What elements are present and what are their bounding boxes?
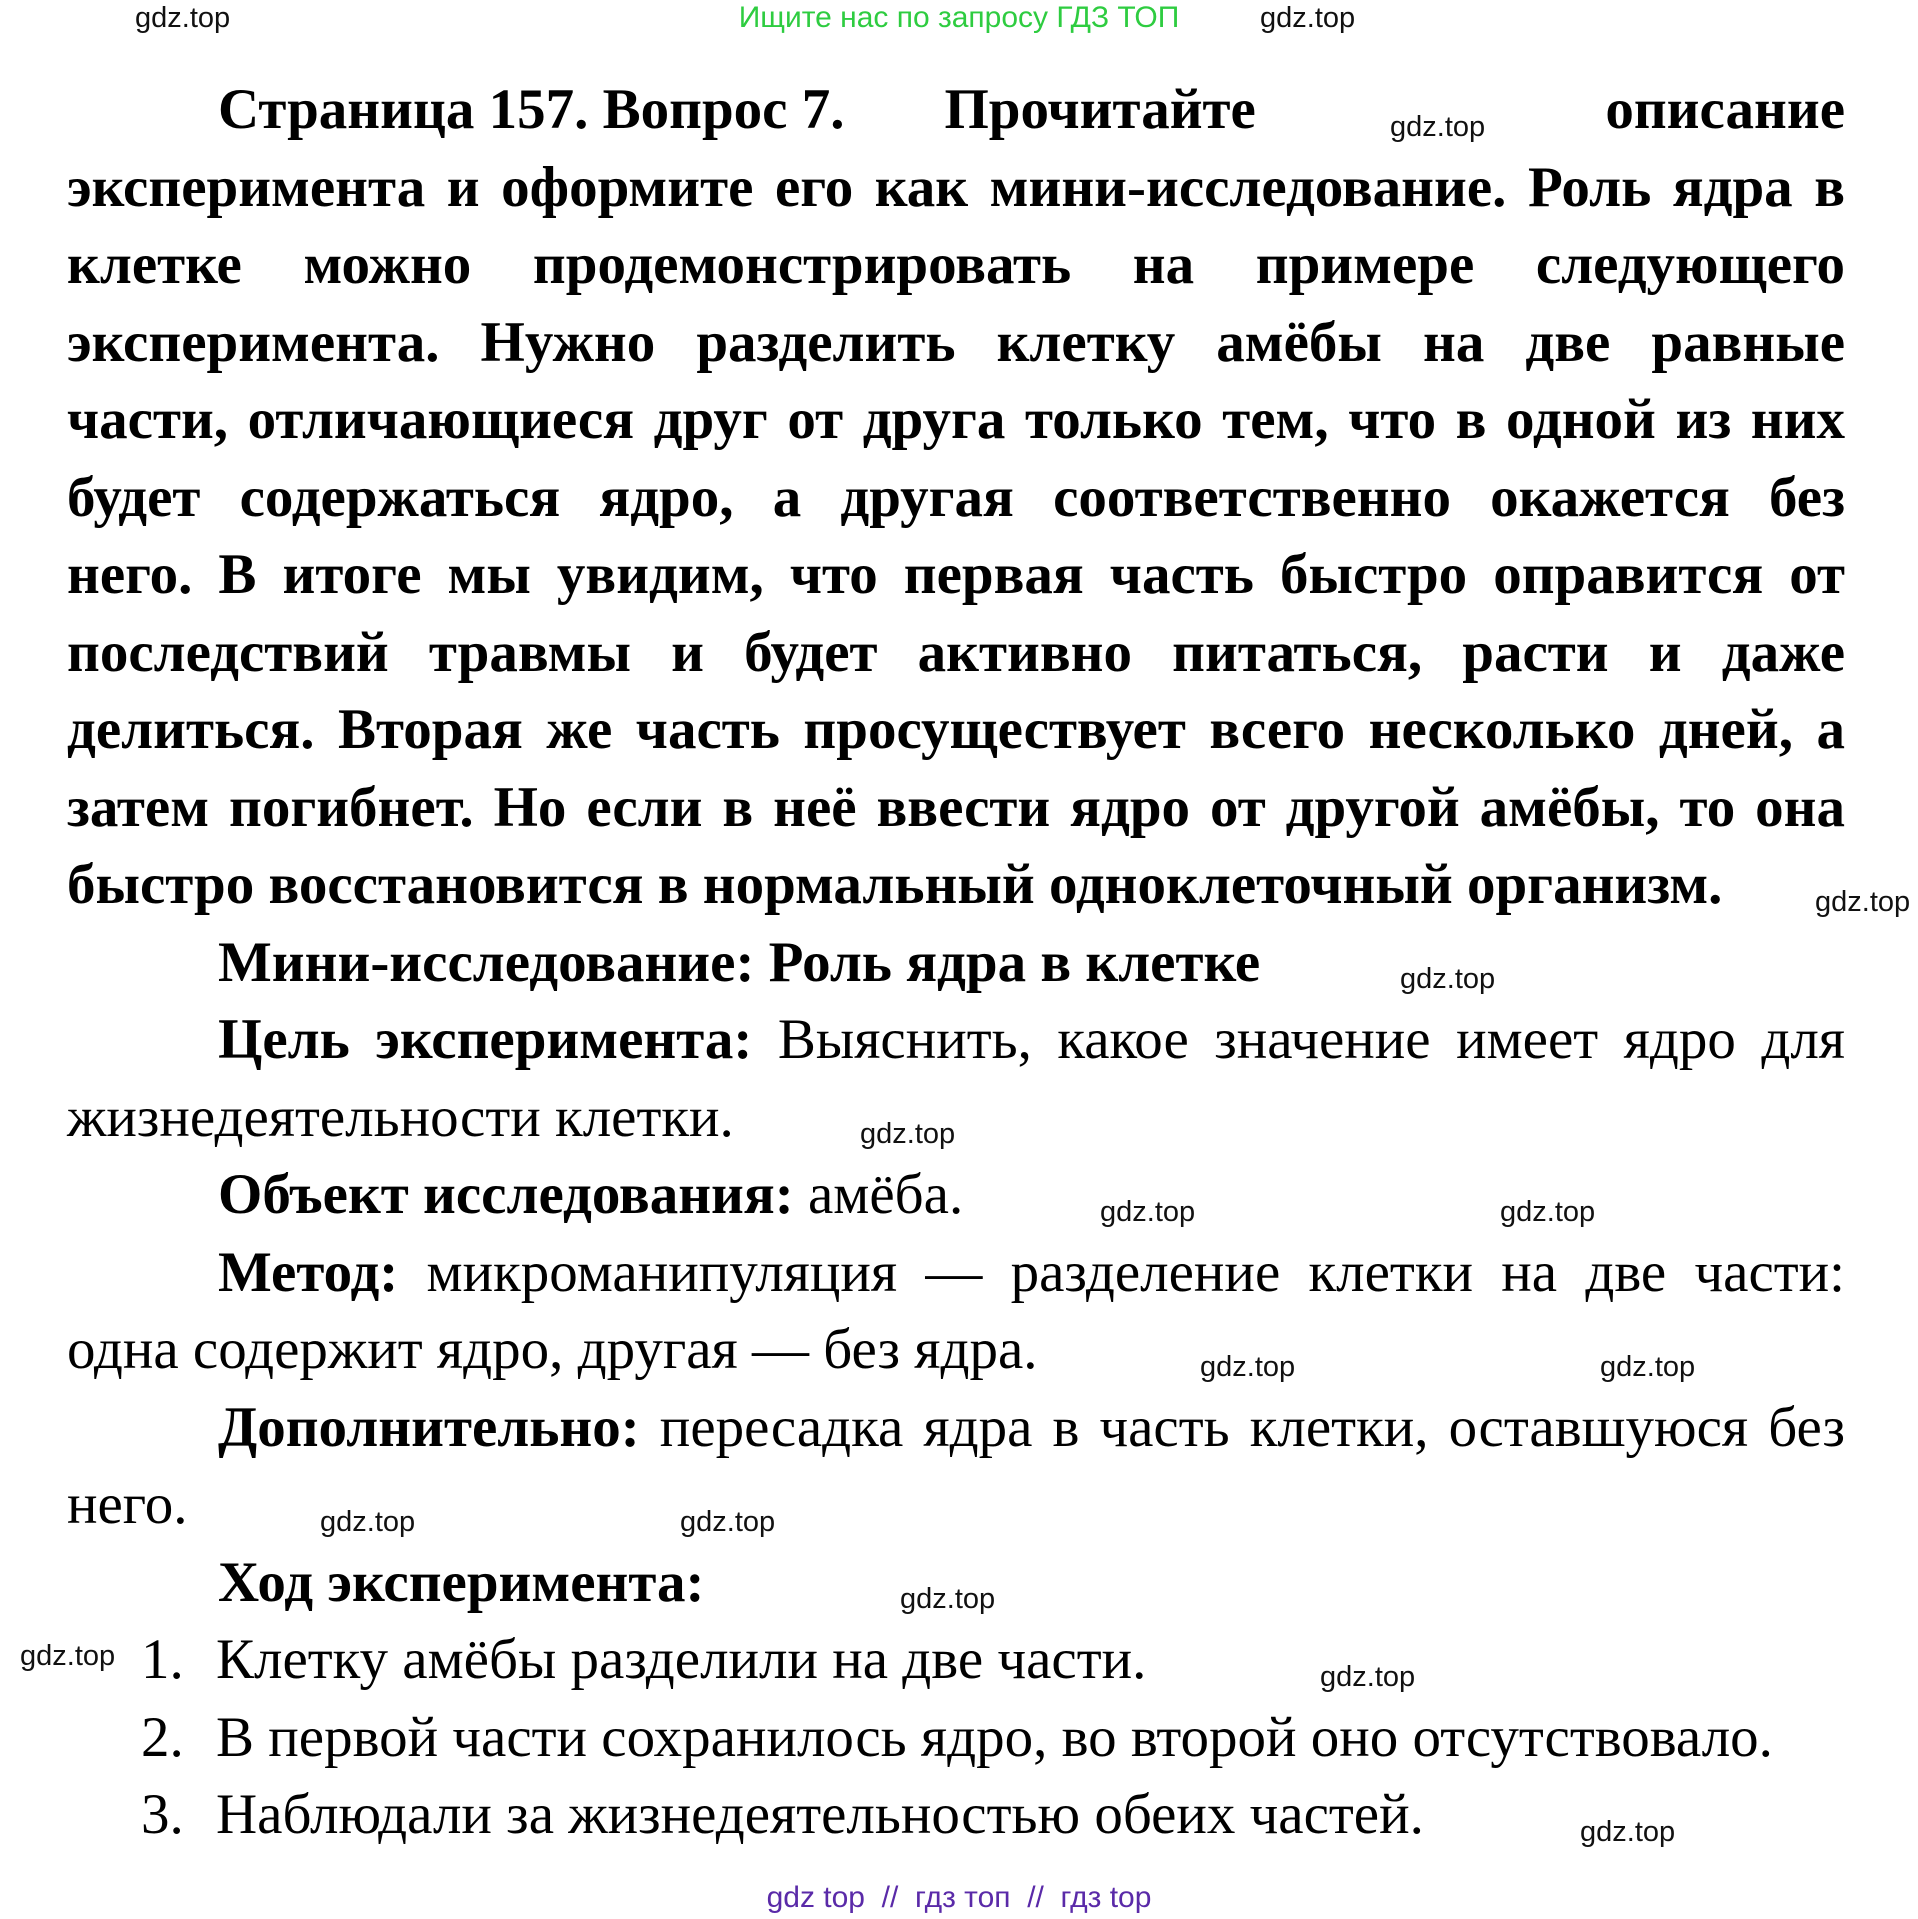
question-text: описание xyxy=(1605,78,1845,141)
watermark: gdz.top xyxy=(1580,1816,1676,1848)
extra-text-cont: него. xyxy=(67,1473,188,1536)
answer-title: Мини-исследование: Роль ядра в клетке xyxy=(218,930,1261,994)
goal-label: Цель эксперимента: xyxy=(218,1008,753,1071)
watermark: gdz.top xyxy=(1815,886,1911,918)
footer-links: gdz top // гдз топ // гдз top xyxy=(766,1881,1152,1914)
question-line: быстро восстановится в нормальный одноклеточный организм. xyxy=(67,853,1723,916)
watermark: gdz.top xyxy=(860,1118,956,1150)
goal-line xyxy=(67,1001,1845,1079)
step-text: Наблюдали за жизнедеятельностью обеих частей. xyxy=(216,1783,1424,1846)
question-number: Страница 157. Вопрос 7. xyxy=(218,78,845,141)
watermark: gdz.top xyxy=(1260,2,1356,34)
watermark: gdz.top xyxy=(135,2,231,34)
object-line xyxy=(67,1156,963,1234)
question-line: части, отличающиеся друг от друга только тем, что в одной из них xyxy=(67,388,1845,451)
watermark: gdz.top xyxy=(20,1640,116,1672)
goal-text-cont: жизнедеятельности клетки. xyxy=(67,1085,734,1149)
extra-text: пересадка ядра в часть клетки, оставшуюся без xyxy=(639,1395,1845,1459)
step-item xyxy=(67,1776,1845,1854)
watermark: gdz.top xyxy=(1500,1196,1596,1228)
watermark: gdz.top xyxy=(900,1583,996,1615)
watermark: gdz.top xyxy=(1100,1196,1196,1228)
watermark: gdz.top xyxy=(1400,963,1496,995)
extra-line xyxy=(67,1389,1845,1467)
step-number: 3. xyxy=(141,1783,184,1846)
step-text: Клетку амёбы разделили на две части. xyxy=(216,1628,1147,1691)
method-line xyxy=(67,1234,1845,1312)
question-line: эксперимента и оформите его как мини-исследование. Роль ядра в xyxy=(67,155,1845,219)
question-text: Прочитайте xyxy=(944,78,1256,141)
watermark: gdz.top xyxy=(1390,111,1486,143)
watermark: gdz.top xyxy=(1200,1351,1296,1383)
question-heading-line xyxy=(67,71,1845,149)
question-line: затем погибнет. Но если в неё ввести ядро от другой амёбы, то она xyxy=(67,775,1845,839)
watermark: gdz.top xyxy=(1600,1351,1696,1383)
step-number: 1. xyxy=(141,1628,184,1691)
question-line: делиться. Вторая же часть просуществует всего несколько дней, а xyxy=(67,698,1845,761)
step-number: 2. xyxy=(141,1705,184,1769)
step-text: В первой части сохранилось ядро, во второй оно отсутствовало. xyxy=(216,1705,1773,1769)
extra-label: Дополнительно: xyxy=(218,1395,640,1459)
question-line: последствий травмы и будет активно питаться, расти и даже xyxy=(67,620,1845,684)
goal-text: Выяснить, какое значение имеет ядро для xyxy=(752,1008,1845,1071)
question-line: клетке можно продемонстрировать на примере следующего xyxy=(67,233,1845,296)
step-item xyxy=(67,1621,1845,1699)
search-banner: Ищите нас по запросу ГДЗ ТОП xyxy=(738,1,1180,34)
method-text-cont: одна содержит ядро, другая — без ядра. xyxy=(67,1318,1038,1381)
object-text: амёба. xyxy=(793,1163,964,1226)
procedure-label: Ход эксперимента: xyxy=(218,1550,705,1614)
watermark: gdz.top xyxy=(680,1506,776,1538)
object-label: Объект исследования: xyxy=(218,1163,794,1226)
question-line: него. В итоге мы увидим, что первая часть быстро оправится от xyxy=(67,543,1845,606)
step-item xyxy=(67,1699,1845,1777)
watermark: gdz.top xyxy=(320,1506,416,1538)
question-line: будет содержаться ядро, а другая соответственно окажется без xyxy=(67,465,1845,529)
method-text: микроманипуляция — разделение клетки на две части: xyxy=(398,1240,1845,1304)
watermark: gdz.top xyxy=(1320,1661,1416,1693)
question-line: эксперимента. Нужно разделить клетку амёбы на две равные xyxy=(67,310,1845,374)
method-label: Метод: xyxy=(218,1240,399,1304)
